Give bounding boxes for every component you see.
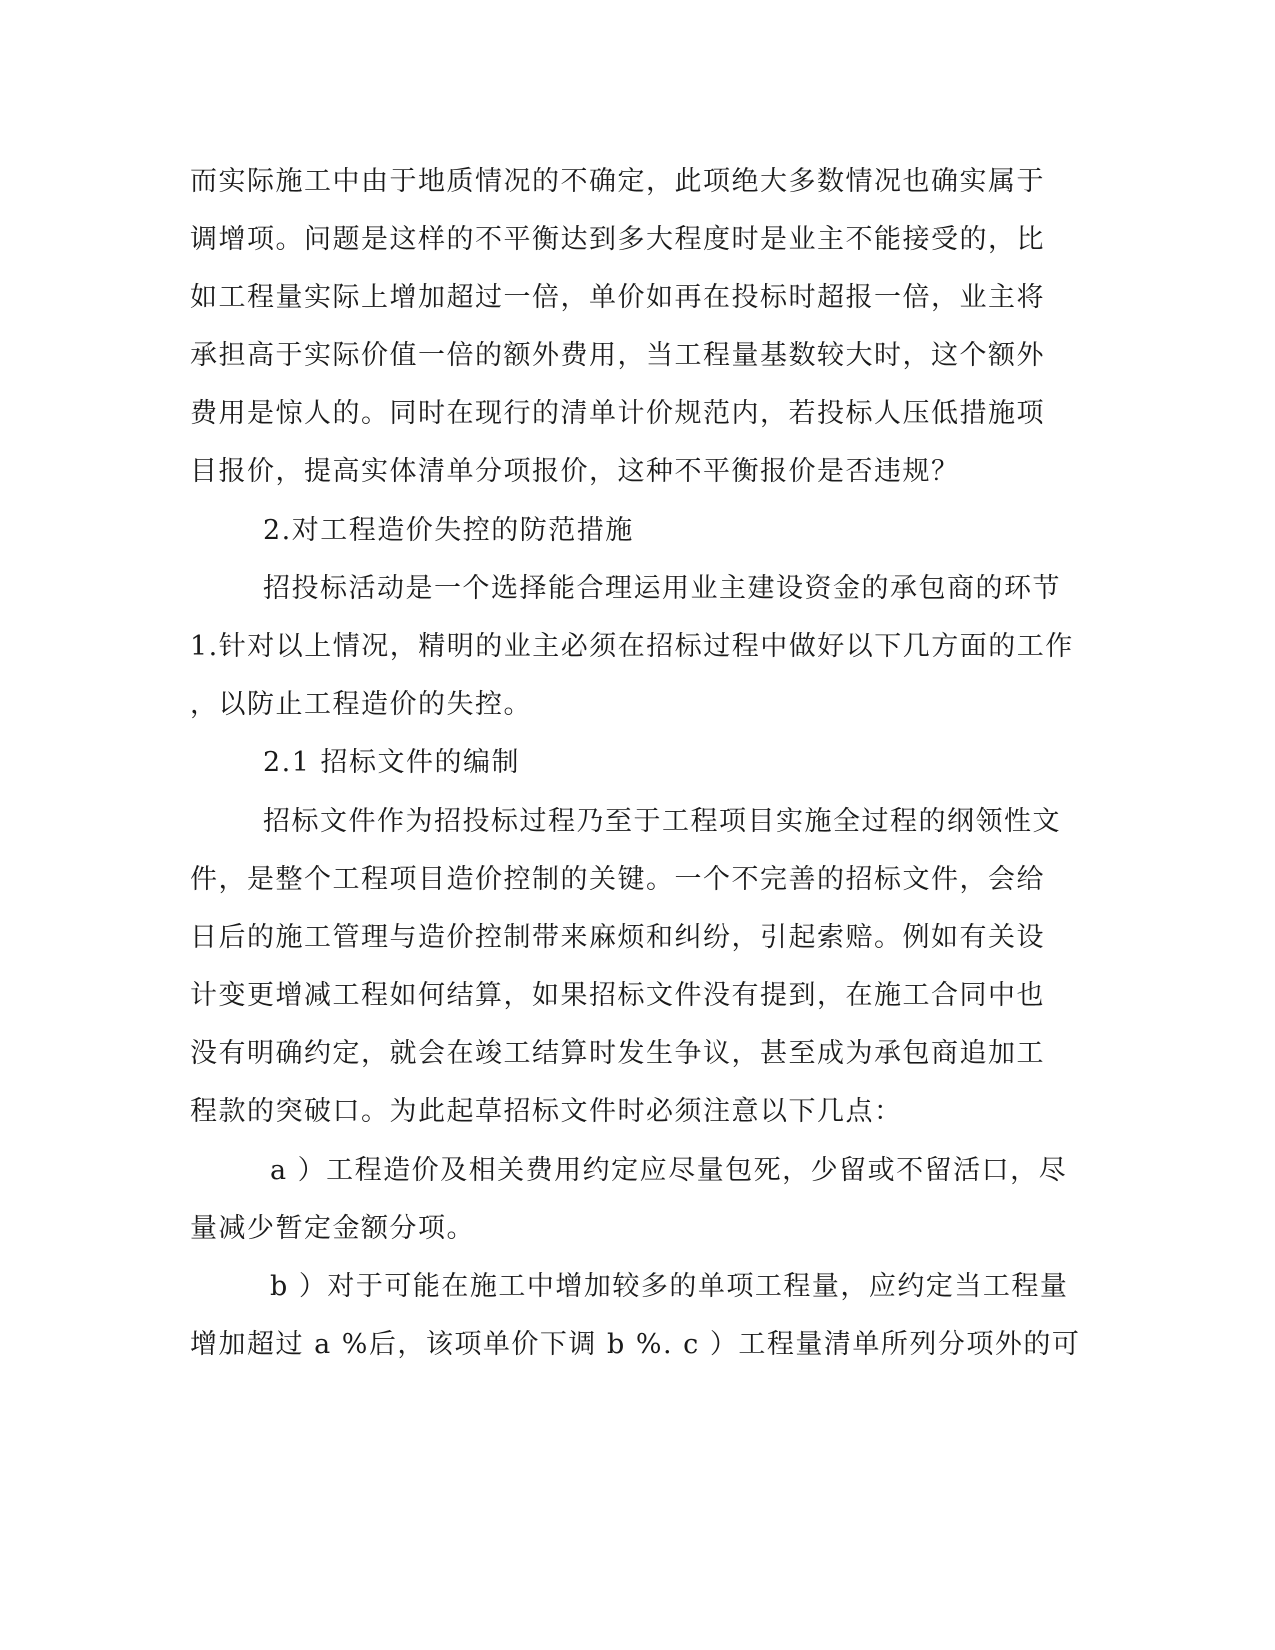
list-item-a: a ）工程造价及相关费用约定应尽量包死，少留或不留活口，尽	[270, 1155, 1068, 1186]
text-line: ，以防止工程造价的失控。	[190, 689, 532, 720]
text-line: 计变更增减工程如何结算，如果招标文件没有提到，在施工合同中也	[190, 980, 1045, 1011]
text-line: 承担高于实际价值一倍的额外费用，当工程量基数较大时，这个额外	[190, 340, 1045, 371]
text-line: 程款的突破口。为此起草招标文件时必须注意以下几点：	[190, 1096, 903, 1127]
text-line: 招标文件作为招投标过程乃至于工程项目实施全过程的纲领性文	[263, 806, 1061, 837]
text-line: 没有明确约定，就会在竣工结算时发生争议，甚至成为承包商追加工	[190, 1038, 1045, 1069]
text-line: 调增项。问题是这样的不平衡达到多大程度时是业主不能接受的，比	[190, 224, 1045, 255]
section-heading: 2.对工程造价失控的防范措施	[263, 515, 634, 546]
text-line: 1.针对以上情况，精明的业主必须在招标过程中做好以下几方面的工作	[190, 631, 1074, 662]
text-line: 量减少暂定金额分项。	[190, 1213, 475, 1244]
list-item-b: b ）对于可能在施工中增加较多的单项工程量，应约定当工程量	[270, 1271, 1069, 1302]
text-line: 招投标活动是一个选择能合理运用业主建设资金的承包商的环节	[263, 573, 1061, 604]
text-line: 费用是惊人的。同时在现行的清单计价规范内，若投标人压低措施项	[190, 398, 1045, 429]
text-line: 如工程量实际上增加超过一倍，单价如再在投标时超报一倍，业主将	[190, 282, 1045, 313]
text-line: 日后的施工管理与造价控制带来麻烦和纠纷，引起索赔。例如有关设	[190, 922, 1045, 953]
subsection-heading: 2.1 招标文件的编制	[263, 747, 521, 778]
text-line: 而实际施工中由于地质情况的不确定，此项绝大多数情况也确实属于	[190, 166, 1045, 197]
text-line: 增加超过 a %后，该项单价下调 b %. c ）工程量清单所列分项外的可	[190, 1329, 1081, 1360]
text-line: 目报价，提高实体清单分项报价，这种不平衡报价是否违规？	[190, 456, 960, 487]
text-line: 件，是整个工程项目造价控制的关键。一个不完善的招标文件，会给	[190, 864, 1045, 895]
